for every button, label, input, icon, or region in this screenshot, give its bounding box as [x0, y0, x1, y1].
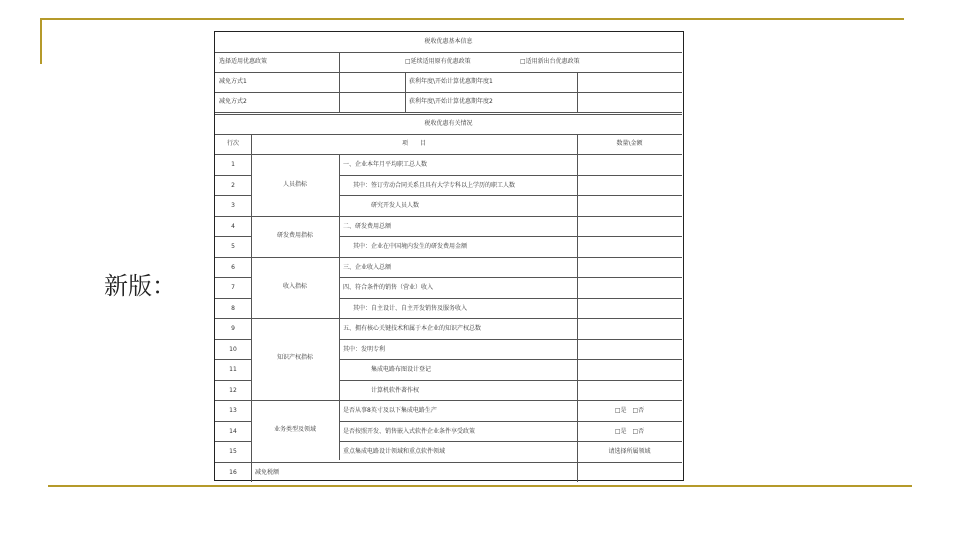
row-amount-field[interactable] — [577, 277, 682, 298]
select-policy-label: 选择适用优惠政策 — [219, 58, 268, 65]
header-row-number: 行次 — [226, 140, 239, 147]
side-label: 新版： — [104, 272, 176, 300]
row-number: 8 — [231, 304, 235, 312]
row-item: 四、符合条件的销售（营业）收入 — [343, 283, 434, 291]
row-item: 二、研发费用总额 — [343, 222, 392, 230]
row-item: 计算机软件著作权 — [371, 386, 420, 394]
row-amount-field[interactable] — [577, 318, 682, 339]
grid-line — [405, 72, 406, 112]
grid-line — [215, 112, 682, 113]
row-item: 是否按照开发、销售嵌入式软件企业条件享受政策 — [343, 427, 476, 435]
group-ip: 知识产权指标 — [276, 354, 313, 361]
row-item: 重点集成电路设计领域和重点软件领域 — [343, 447, 446, 455]
grid-line — [215, 72, 682, 73]
row-number: 3 — [231, 201, 235, 209]
row-amount-field[interactable] — [577, 339, 682, 360]
row-number: 10 — [229, 345, 237, 353]
group-personnel: 人员指标 — [282, 180, 307, 188]
row-item: 研究开发人员人数 — [371, 201, 420, 209]
row-item: 是否从事8英寸及以下集成电路生产 — [343, 406, 437, 414]
grid-line — [215, 134, 682, 135]
row-item: 其中：签订劳动合同关系且具有大学专科以上学历的职工人数 — [353, 181, 516, 189]
row-number: 7 — [231, 283, 235, 291]
reduction-mode-2-label: 减免方式2 — [219, 98, 247, 105]
related-info-title: 税收优惠有关情况 — [424, 120, 473, 127]
tax-preference-form — [214, 31, 684, 481]
row-amount-field[interactable] — [577, 195, 682, 216]
grid-line — [215, 92, 682, 93]
grid-line — [339, 52, 340, 112]
decorative-left-rule — [40, 18, 42, 64]
group-income: 收入指标 — [282, 282, 307, 290]
row-item: 其中：企业在中国境内发生的研发费用金额 — [353, 242, 468, 250]
grid-line — [251, 134, 252, 460]
row-number: 2 — [231, 181, 235, 189]
decorative-bottom-rule — [48, 485, 912, 487]
group-rd: 研发费用指标 — [276, 231, 313, 239]
row-amount-field[interactable] — [577, 175, 682, 196]
row-item: 一、企业本年月平均职工总人数 — [343, 160, 428, 168]
row-amount-field[interactable] — [577, 154, 682, 175]
row-amount-field[interactable] — [577, 236, 682, 257]
row-number: 14 — [229, 427, 237, 435]
profit-year-2-label: 获利年度\开始计算优惠期年度2 — [409, 98, 493, 105]
row-number: 4 — [231, 222, 235, 230]
header-amount: 数量\金额 — [616, 140, 643, 147]
row-amount-field[interactable] — [577, 380, 682, 401]
grid-line — [215, 114, 682, 115]
row-amount-field[interactable] — [577, 359, 682, 380]
profit-year-1-label: 获利年度\开始计算优惠期年度1 — [409, 78, 493, 85]
row-number: 5 — [231, 242, 235, 250]
grid-line — [577, 72, 578, 112]
grid-line — [215, 52, 682, 53]
row-number: 6 — [231, 263, 235, 271]
row-amount-field[interactable] — [577, 298, 682, 319]
group-business: 业务类型及领域 — [273, 425, 316, 433]
policy-option-new[interactable]: □适用新出台优惠政策 — [520, 58, 580, 65]
row-number: 15 — [229, 447, 237, 455]
row-number: 9 — [231, 324, 235, 332]
row-number: 16 — [229, 468, 237, 476]
policy-option-old[interactable]: □延续适用原有优惠政策 — [405, 58, 471, 65]
row-item: 减免税额 — [255, 468, 280, 476]
row-item: 三、企业收入总额 — [343, 263, 392, 271]
row-amount-field[interactable] — [577, 462, 682, 483]
row-amount-field[interactable] — [577, 257, 682, 278]
header-item: 项 目 — [401, 140, 426, 147]
row-item: 其中：发明专利 — [343, 345, 386, 353]
decorative-top-rule — [40, 18, 904, 20]
row-item: 其中：自主设计、自主开发销售及服务收入 — [353, 304, 468, 312]
row-item: 集成电路布图设计登记 — [371, 365, 432, 373]
row-item: 五、拥有核心关键技术和属于本企业的知识产权总数 — [343, 324, 482, 332]
row-number: 11 — [229, 365, 237, 373]
reduction-mode-1-label: 减免方式1 — [219, 78, 247, 85]
row-number: 13 — [229, 406, 237, 414]
row-amount-field[interactable]: 请选择所属领域 — [608, 447, 651, 455]
row-amount-field[interactable] — [577, 216, 682, 237]
row-amount-field[interactable]: □是 □否 — [614, 406, 645, 414]
row-number: 12 — [229, 386, 237, 394]
row-amount-field[interactable]: □是 □否 — [614, 427, 645, 435]
basic-info-title: 税收优惠基本信息 — [424, 38, 473, 45]
row-number: 1 — [231, 160, 235, 168]
